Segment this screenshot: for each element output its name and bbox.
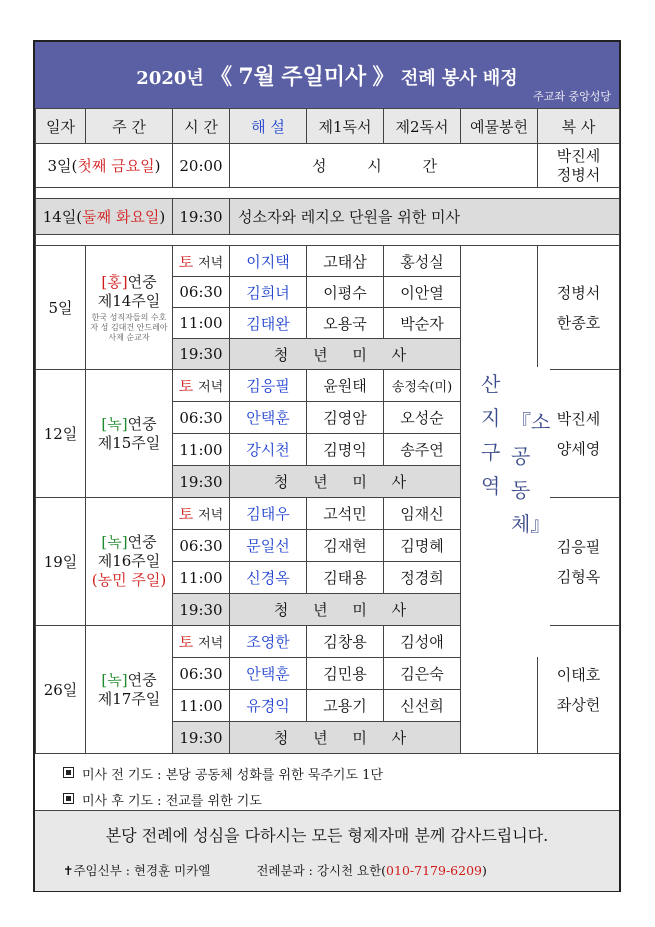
commentator: 김태우: [230, 498, 307, 530]
title-name: 주일미사: [281, 64, 367, 90]
week1-row1: [36, 246, 620, 277]
holy-hour-time: 20:00: [173, 144, 230, 188]
header-reader1: 제1독서: [307, 109, 384, 144]
offering-vertical-text: [475, 367, 550, 657]
reader2: 정경희: [384, 562, 461, 594]
mass-time: 11:00: [173, 690, 230, 722]
youth-mass: 청 년 미 사: [230, 594, 461, 626]
reader2: 김명혜: [384, 530, 461, 562]
holy-hour-date: 3일(첫째 금요일): [36, 144, 173, 188]
week1-label: [홍]연중 제14주일 한국 성직자들의 수호자 성 김대건 안드레아 사제 순교자: [86, 246, 173, 370]
commentator: 유경익: [230, 690, 307, 722]
reader1: 김명익: [307, 434, 384, 466]
week3-label: [녹]연중 제16주일 (농민 주일): [86, 498, 173, 626]
pastor-name: ✝주임신부 : 현경훈 미카엘: [63, 863, 211, 878]
mass-time: 06:30: [173, 658, 230, 690]
header-row: [36, 109, 620, 144]
reader1: 고용기: [307, 690, 384, 722]
reader1: 고태삼: [307, 246, 384, 277]
reader1: 고석민: [307, 498, 384, 530]
vocation-mass-row: [36, 199, 620, 235]
commentator: 문일선: [230, 530, 307, 562]
commentator: 김희녀: [230, 277, 307, 308]
reader2: 이안열: [384, 277, 461, 308]
mass-time: 11:00: [173, 434, 230, 466]
liturgy-contact: 전례분과 : 강시천 요한(: [256, 863, 387, 878]
thanks-box: [35, 810, 619, 891]
holy-hour-servers: [538, 144, 620, 188]
page-title: [35, 60, 619, 91]
server-name: 정병서: [556, 283, 601, 302]
vocation-mass-time: 19:30: [173, 199, 230, 235]
reader2: 송정숙(미): [384, 370, 461, 402]
header-reader2: 제2독서: [384, 109, 461, 144]
spacer-row: [36, 188, 620, 199]
title-suffix: 전례 봉사 배정: [400, 68, 518, 89]
youth-mass: 청 년 미 사: [230, 466, 461, 498]
server-name: 박진세: [556, 146, 601, 165]
server-name: 양세영: [556, 439, 601, 458]
parish-name: 주교좌 중앙성당: [533, 90, 611, 103]
week2-date: 12일: [36, 370, 86, 498]
header-commentator: 해 설: [230, 109, 307, 144]
server-name: 김응필: [556, 537, 601, 556]
week2-label: [녹]연중 제15주일: [86, 370, 173, 498]
commentator: 신경옥: [230, 562, 307, 594]
youth-mass-time: 19:30: [173, 466, 230, 498]
commentator: 김태완: [230, 308, 307, 339]
mass-time: 토 저녁: [173, 370, 230, 402]
mass-time: 토 저녁: [173, 246, 230, 277]
week1-date: 5일: [36, 246, 86, 370]
mass-time: 11:00: [173, 562, 230, 594]
title-year: 2020년: [136, 68, 204, 89]
reader2: 박순자: [384, 308, 461, 339]
youth-mass: 청 년 미 사: [230, 722, 461, 754]
youth-mass-time: 19:30: [173, 594, 230, 626]
holy-hour-row: [36, 144, 620, 188]
note-after-mass: 미사 후 기도 : 전교를 위한 기도: [63, 790, 262, 809]
commentator: 김응필: [230, 370, 307, 402]
youth-mass-time: 19:30: [173, 339, 230, 370]
reader1: 김영암: [307, 402, 384, 434]
holy-hour-event: 성 시 간: [230, 144, 538, 188]
server-name: 정병서: [556, 165, 601, 184]
reader1: 김민용: [307, 658, 384, 690]
square-bullet-icon: [63, 793, 74, 804]
server-name: 김형옥: [556, 567, 601, 586]
vocation-mass-date: 14일(둘째 화요일): [36, 199, 173, 235]
week1-servers: [538, 246, 620, 370]
week4-date: 26일: [36, 626, 86, 754]
commentator: 안택훈: [230, 658, 307, 690]
youth-mass: 청 년 미 사: [230, 339, 461, 370]
reader2: 임재신: [384, 498, 461, 530]
commentator: 조영한: [230, 626, 307, 658]
server-name: 이태호: [556, 665, 601, 684]
reader2: 오성순: [384, 402, 461, 434]
header-week: 주 간: [86, 109, 173, 144]
offering-community-col: 『소 공 동 체』: [511, 410, 551, 536]
commentator: 강시천: [230, 434, 307, 466]
reader1: 오용국: [307, 308, 384, 339]
mass-time: 06:30: [173, 530, 230, 562]
reader1: 김태용: [307, 562, 384, 594]
title-open-bracket: 《: [210, 64, 233, 90]
header-time: 시 간: [173, 109, 230, 144]
server-name: 박진세: [556, 409, 601, 428]
schedule-sheet: [33, 40, 621, 892]
reader2: 송주연: [384, 434, 461, 466]
title-close-bracket: 》: [372, 64, 395, 90]
reader2: 김은숙: [384, 658, 461, 690]
spacer-row: [36, 235, 620, 246]
offering-district-col: 산 지 구 역: [481, 372, 501, 498]
square-bullet-icon: [63, 767, 74, 778]
mass-time: 06:30: [173, 402, 230, 434]
server-name: 한종호: [556, 313, 601, 332]
mass-time: 토 저녁: [173, 498, 230, 530]
reader2: 김성애: [384, 626, 461, 658]
server-name: 좌상헌: [556, 695, 601, 714]
note-before-mass: 미사 전 기도 : 본당 공동체 성화를 위한 묵주기도 1단: [63, 764, 383, 783]
reader1: 이평수: [307, 277, 384, 308]
mass-time: 11:00: [173, 308, 230, 339]
reader1: 김창용: [307, 626, 384, 658]
week4-label: [녹]연중 제17주일: [86, 626, 173, 754]
vocation-mass-event: 성소자와 레지오 단원을 위한 미사: [230, 199, 620, 235]
footer-section: [35, 748, 619, 890]
phone-number: 010-7179-6209: [386, 863, 482, 878]
header-server: 복 사: [538, 109, 620, 144]
thanks-message: 본당 전례에 성심을 다하시는 모든 형제자매 분께 감사드립니다.: [105, 826, 549, 845]
title-month: 7월: [238, 64, 275, 90]
mass-time: 06:30: [173, 277, 230, 308]
header-offering: 예물봉헌: [461, 109, 538, 144]
youth-mass-time: 19:30: [173, 722, 230, 754]
week3-date: 19일: [36, 498, 86, 626]
header-date: 일자: [36, 109, 86, 144]
reader1: 윤원태: [307, 370, 384, 402]
reader2: 홍성실: [384, 246, 461, 277]
reader1: 김재현: [307, 530, 384, 562]
contact-line: ✝주임신부 : 현경훈 미카엘 전례분과 : 강시천 요한(010-7179-6209): [63, 863, 487, 878]
mass-time: 토 저녁: [173, 626, 230, 658]
commentator: 이지택: [230, 246, 307, 277]
commentator: 안택훈: [230, 402, 307, 434]
title-bar: [35, 42, 619, 110]
reader2: 신선희: [384, 690, 461, 722]
